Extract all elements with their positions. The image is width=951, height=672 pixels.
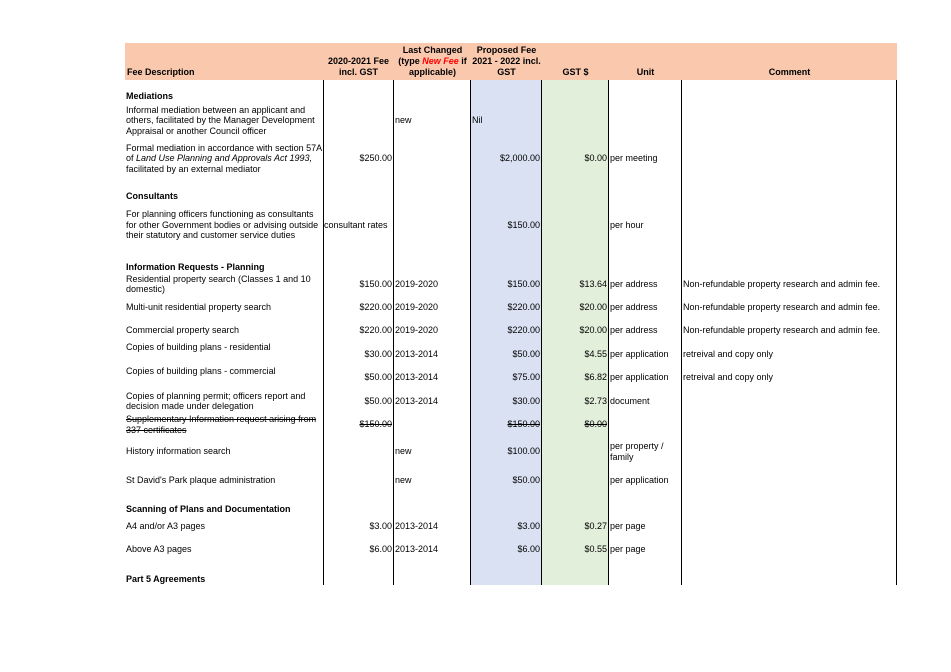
fee-2020: $220.00 xyxy=(359,325,392,336)
fee-2020: $220.00 xyxy=(359,302,392,313)
gst-amount: $0.55 xyxy=(584,544,607,555)
fee-description: Residential property search (Classes 1 and 10 domestic) xyxy=(126,273,311,294)
table-row xyxy=(125,468,897,492)
header-proposed-fee: Proposed Fee 2021 - 2022 incl. GST xyxy=(472,45,541,77)
table-row xyxy=(125,140,897,177)
fee-description: St David's Park plaque administration xyxy=(126,474,276,485)
fee-description: Above A3 pages xyxy=(126,544,192,555)
last-changed: 2013-2014 xyxy=(395,395,439,406)
gst-amount: $0.27 xyxy=(584,521,607,532)
comment: retreival and copy only xyxy=(683,372,774,383)
proposed-fee: $50.00 xyxy=(512,348,540,359)
unit: per hour xyxy=(610,219,644,230)
proposed-fee: $220.00 xyxy=(507,325,540,336)
fee-2020: $30.00 xyxy=(364,348,392,359)
unit: per address xyxy=(610,302,658,313)
comment: retreival and copy only xyxy=(683,348,774,359)
fee-schedule-sheet xyxy=(125,43,897,585)
last-changed: new xyxy=(395,115,412,126)
proposed-fee: $6.00 xyxy=(517,544,540,555)
proposed-fee: $150.00 xyxy=(507,219,540,230)
unit: per page xyxy=(610,521,646,532)
last-changed: 2013-2014 xyxy=(395,372,439,383)
fee-description: For planning officers functioning as consultants for other Government bodies or advising outside their statutory and customer service duties xyxy=(126,209,319,241)
fee-description: Copies of building plans - residential xyxy=(126,342,271,352)
table-row xyxy=(125,102,897,139)
act-name: Land Use Planning and Approvals Act 1993, xyxy=(136,153,312,164)
unit: per address xyxy=(610,325,658,336)
section-information-requests: Information Requests - Planning xyxy=(126,261,265,272)
section-heading-row xyxy=(125,573,897,585)
section-part5-agreements: Part 5 Agreements xyxy=(126,573,206,584)
fee-description: A4 and/or A3 pages xyxy=(126,521,206,532)
header-last-changed xyxy=(394,43,471,80)
fee-2020: $150.00 xyxy=(359,278,392,289)
fee-2020: consultant rates xyxy=(324,219,388,230)
table-row xyxy=(125,272,897,296)
fee-description: Supplementary Information request arising from 337 certificates xyxy=(126,414,317,435)
fee-description: Copies of building plans - commercial xyxy=(126,366,276,376)
fee-description: Multi-unit residential property search xyxy=(126,302,272,313)
proposed-fee: $150.00 xyxy=(507,278,540,289)
unit: document xyxy=(610,395,650,406)
fee-2020: $6.00 xyxy=(369,544,392,555)
fee-description: Commercial property search xyxy=(126,325,240,336)
section-mediations: Mediations xyxy=(126,90,174,101)
gst-amount: $6.82 xyxy=(584,372,607,383)
comment: Non-refundable property research and admin fee. xyxy=(683,278,881,289)
unit: per meeting xyxy=(610,153,658,164)
proposed-fee: $220.00 xyxy=(507,302,540,313)
fee-description: History information search xyxy=(126,446,231,457)
last-changed-suffix: if applicable) xyxy=(408,56,467,77)
comment: Non-refundable property research and admin fee. xyxy=(683,302,881,313)
table-row xyxy=(125,207,897,243)
last-changed: new xyxy=(395,446,412,457)
last-changed: 2019-2020 xyxy=(395,278,439,289)
header-2020-fee: 2020-2021 Fee incl. GST xyxy=(327,56,390,77)
proposed-fee: $30.00 xyxy=(512,395,540,406)
table-row xyxy=(125,366,897,389)
table-row xyxy=(125,438,897,465)
desc-part: Formal mediation in accordance with section 57A of xyxy=(126,142,322,164)
last-changed: 2013-2014 xyxy=(395,348,439,359)
fee-2020: $250.00 xyxy=(359,153,392,164)
desc-part: facilitated by an external mediator xyxy=(126,163,261,174)
unit: per application xyxy=(610,348,669,359)
header-gst: GST $ xyxy=(562,67,589,77)
gst-amount: $20.00 xyxy=(579,325,607,336)
fee-2020: $50.00 xyxy=(364,372,392,383)
last-changed: new xyxy=(395,474,412,485)
fee-description: Informal mediation between an applicant and others, facilitated by the Manager Development Appraisal or another Council officer xyxy=(126,104,315,136)
section-consultants: Consultants xyxy=(126,190,179,201)
gst-amount: $0.00 xyxy=(584,153,607,164)
table-row xyxy=(125,342,897,366)
unit: per application xyxy=(610,474,669,485)
header-fee-description: Fee Description xyxy=(127,67,195,77)
gst-amount: $4.55 xyxy=(584,348,607,359)
table-row-struck xyxy=(125,413,897,436)
table-row xyxy=(125,319,897,342)
section-heading-row xyxy=(125,90,897,102)
table-row xyxy=(125,515,897,538)
fee-description: Copies of planning permit; officers report and decision made under delegation xyxy=(126,390,306,411)
table-row xyxy=(125,296,897,319)
fee-2020: $3.00 xyxy=(369,521,392,532)
last-changed-prefix: Last Changed (type xyxy=(398,45,463,66)
gst-amount: $13.64 xyxy=(579,278,607,289)
proposed-fee: $2,000.00 xyxy=(499,153,540,164)
fee-description xyxy=(125,140,323,177)
unit: per page xyxy=(610,544,646,555)
proposed-fee: $100.00 xyxy=(507,446,540,457)
gst-amount: $0.00 xyxy=(584,419,607,430)
unit: per property / family xyxy=(610,441,664,462)
unit: per address xyxy=(610,278,658,289)
comment: Non-refundable property research and admin fee. xyxy=(683,325,881,336)
gst-amount: $20.00 xyxy=(579,302,607,313)
header-unit: Unit xyxy=(636,67,655,77)
table-row xyxy=(125,389,897,413)
table-row xyxy=(125,538,897,561)
section-heading-row xyxy=(125,503,897,515)
proposed-fee: $3.00 xyxy=(517,521,540,532)
proposed-fee: $50.00 xyxy=(512,474,540,485)
fee-2020: $50.00 xyxy=(364,395,392,406)
last-changed: 2013-2014 xyxy=(395,521,439,532)
proposed-fee: Nil xyxy=(472,115,483,126)
header-comment: Comment xyxy=(768,67,811,77)
gst-amount: $2.73 xyxy=(584,395,607,406)
section-scanning: Scanning of Plans and Documentation xyxy=(126,503,291,514)
last-changed: 2013-2014 xyxy=(395,544,439,555)
new-fee-red-text: New Fee xyxy=(422,56,459,66)
fee-2020: $150.00 xyxy=(359,419,392,430)
proposed-fee: $75.00 xyxy=(512,372,540,383)
proposed-fee: $150.00 xyxy=(507,419,540,430)
table-header xyxy=(125,43,897,80)
last-changed: 2019-2020 xyxy=(395,325,439,336)
unit: per application xyxy=(610,372,669,383)
last-changed: 2019-2020 xyxy=(395,302,439,313)
section-heading-row xyxy=(125,190,897,202)
